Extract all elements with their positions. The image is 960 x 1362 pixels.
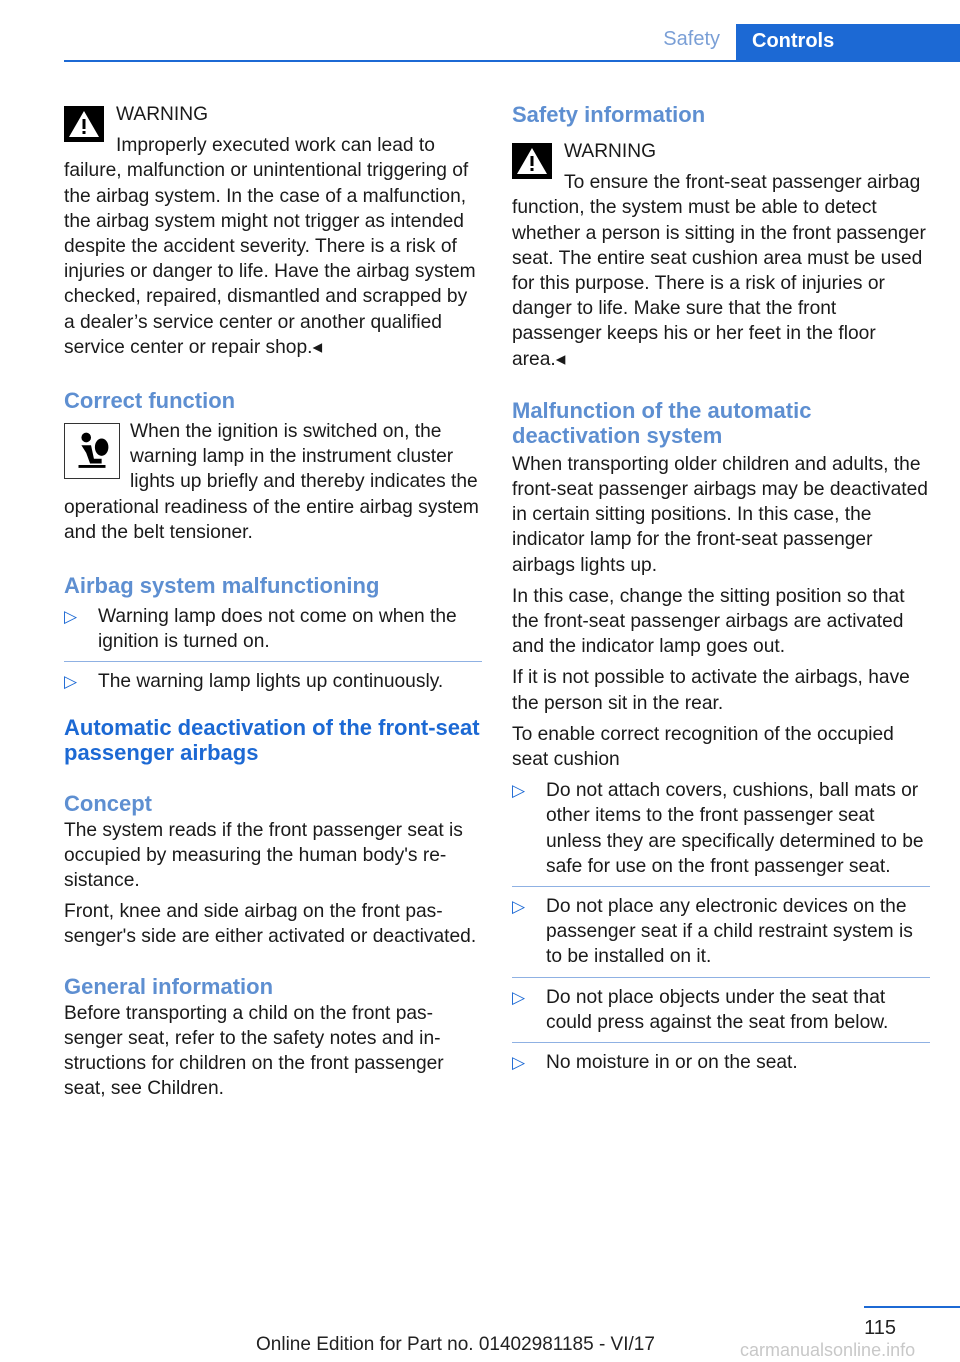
safety-warning-text: To ensure the front-seat passenger airbag function, the system must be able to detect whether a person is sitting in the front passenger seat. The entire seat cushion area must be used for this purpose. There is a risk of injuries or danger to life. Make sure that the front passenger keeps his or her feet in the floor area.◂: [512, 172, 926, 370]
list-item: ▷ Do not place any electronic devices on the passenger seat if a child restraint system is to be installed on it.: [512, 886, 930, 970]
page-number: 115: [864, 1317, 896, 1339]
tab-controls[interactable]: Controls: [736, 24, 960, 61]
heading-malfunction-auto-deactivation: Malfunction of the automatic deactivation system: [512, 397, 812, 448]
concept-p2: Front, knee and side airbag on the front passenger's side are either activated or deactivated.: [64, 901, 477, 948]
header-rule: [64, 60, 960, 62]
malfunction-auto-p1: When transporting older children and adults, the front-seat passenger airbags may be deactivated in certain sitting positions. In this case, the indicator lamp for the front-seat passenger airbags lights up.: [512, 453, 928, 576]
general-p1: Before transporting a child on the front passenger seat, refer to the safety notes and instructions for children on the front passenger seat, see Children.: [64, 1002, 444, 1100]
heading-concept: Concept: [64, 790, 152, 816]
warning-triangle-icon: [512, 143, 552, 179]
seat-cushion-list: [512, 778, 930, 1075]
warning-text: Improperly executed work can lead to failure, malfunction or unintentional triggering of the airbag system. In the case of a malfunction, the airbag system might not trigger as intended despite the accident severity. There is a risk of injuries or danger to life. Have the airbag system checked, repaired, dismantled and scrapped by a dealer’s service center or another qualified service center or repair shop.◂: [64, 135, 476, 358]
warning-triangle-icon: [64, 106, 104, 142]
list-item: ▷ Warning lamp does not come on when the ignition is turned on.: [64, 606, 457, 653]
right-column: [512, 102, 930, 1082]
list-item: ▷ No moisture in or on the seat.: [512, 1042, 930, 1075]
heading-auto-deactivation: Automatic deactivation of the front-seat passenger airbags: [64, 714, 480, 765]
heading-general-information: General information: [64, 973, 274, 999]
bullet-triangle-icon: ▷: [512, 781, 526, 801]
left-column: [64, 102, 482, 1107]
heading-safety-information: Safety information: [512, 102, 706, 127]
malfunction-auto-p3: If it is not possible to activate the airbags, have the person sit in the rear.: [512, 667, 910, 714]
warning-label: WARNING: [116, 104, 209, 125]
list-item: ▷ Do not attach covers, cushions, ball mats or other items to the front passenger seat unless they are specifically determined to be safe for use on the front passenger seat.: [512, 780, 924, 877]
footer-rule: [864, 1306, 960, 1308]
correct-function-text: When the ignition is switched on, the warning lamp in the instrument cluster lights up briefly and thereby indicates the operational readiness of the entire airbag system and the belt tensioner.: [64, 421, 479, 543]
safety-warning-block: [512, 139, 930, 372]
correct-function-block: [64, 419, 482, 545]
heading-correct-function: Correct function: [64, 388, 236, 414]
edition-footer: Online Edition for Part no. 01402981185 - VI/17: [256, 1334, 655, 1355]
bullet-triangle-icon: ▷: [64, 607, 78, 627]
malfunction-auto-p2: In this case, change the sitting position so that the front-seat passenger airbags are activated and the indicator lamp goes out.: [512, 585, 905, 658]
safety-warning-label: WARNING: [564, 141, 657, 162]
list-item: ▷ Do not place objects under the seat that could press against the seat from below.: [512, 977, 930, 1035]
heading-airbag-malfunction: Airbag system malfunctioning: [64, 573, 380, 599]
malfunction-list: [64, 604, 482, 695]
list-item: ▷ The warning lamp lights up continuously.: [64, 661, 482, 694]
tab-safety[interactable]: Safety: [663, 28, 720, 50]
warning-block: [64, 102, 482, 360]
malfunction-auto-p4: To enable correct recognition of the occupied seat cushion: [512, 723, 894, 771]
bullet-triangle-icon: ▷: [512, 897, 526, 917]
page-header: [0, 0, 960, 62]
airbag-warning-lamp-icon: [64, 423, 120, 479]
concept-p1: The system reads if the front passenger seat is occupied by measuring the human body's resistance.: [64, 819, 463, 892]
watermark: carmanualsonline.info: [740, 1340, 916, 1360]
bullet-triangle-icon: ▷: [512, 1053, 526, 1073]
bullet-triangle-icon: ▷: [64, 672, 78, 692]
bullet-triangle-icon: ▷: [512, 987, 526, 1007]
